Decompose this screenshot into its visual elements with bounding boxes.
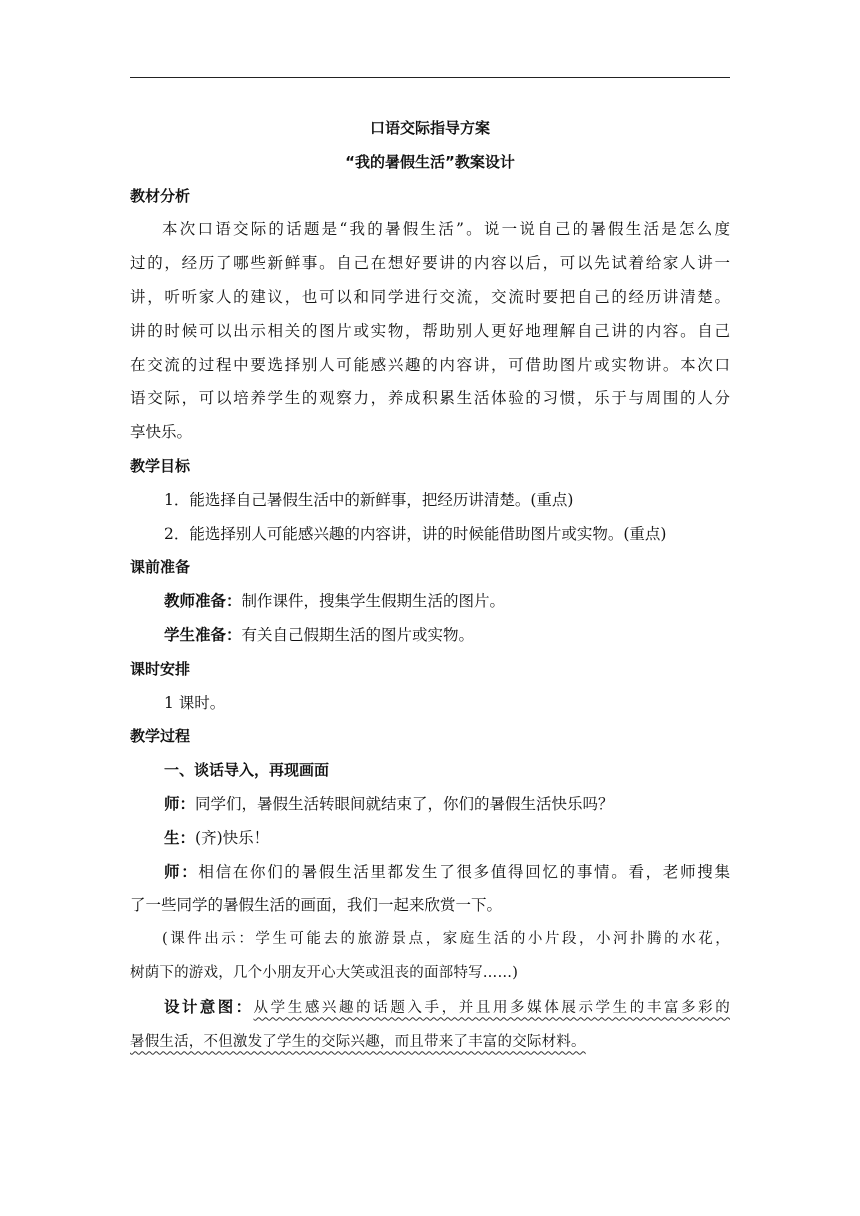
goal-item: 2．能选择别人可能感兴趣的内容讲，讲的时候能借助图片或实物。(重点)	[164, 524, 667, 543]
doc-subtitle: “我的暑假生活”教案设计	[345, 152, 515, 171]
process-step-heading: 一、谈话导入，再现画面	[164, 761, 330, 780]
courseware-note: (课件出示：学生可能去的旅游景点，家庭生活的小片段，小河扑腾的水花，	[162, 931, 730, 948]
dialogue-text: 相信在你们的暑假生活里都发生了很多值得回忆的事情。看，老师搜集	[198, 862, 730, 881]
dialogue-continuation: 了一些同学的暑假生活的画面，我们一起来欣赏一下。	[130, 896, 503, 915]
design-intent-label: 设计意图：	[164, 997, 254, 1016]
time-text: 1 课时。	[164, 693, 226, 712]
dialogue-teacher	[130, 856, 730, 890]
design-intent-text: 暑假生活，不但激发了学生的交际兴趣，而且带来了丰富的交际材料。	[130, 1033, 586, 1050]
dialogue-text: (齐)快乐！	[195, 828, 270, 847]
student-prep-label: 学生准备：	[164, 625, 242, 644]
speaker-label: 生：	[164, 828, 196, 847]
section-heading-goals: 教学目标	[130, 456, 191, 475]
analysis-line: 讲，听听家人的建议，也可以和同学进行交流，交流时要把自己的经历讲清楚。	[130, 287, 730, 306]
design-intent	[130, 991, 730, 1025]
section-heading-analysis: 教材分析	[130, 186, 191, 205]
analysis-line: 在交流的过程中要选择别人可能感兴趣的内容讲，可借助图片或实物讲。本次口	[130, 355, 730, 374]
speaker-label: 师：	[164, 862, 199, 881]
header-rule	[130, 77, 730, 78]
student-prep	[130, 619, 730, 653]
section-heading-process: 教学过程	[130, 727, 191, 746]
analysis-line: 本次口语交际的话题是“我的暑假生活”。说一说自己的暑假生活是怎么度	[162, 220, 730, 239]
analysis-line: 语交际，可以培养学生的观察力，养成积累生活体验的习惯，乐于与周围的人分	[130, 389, 730, 408]
doc-title: 口语交际指导方案	[369, 119, 490, 137]
design-intent-continuation	[130, 1025, 730, 1059]
student-prep-text: 有关自己假期生活的图片或实物。	[241, 625, 475, 644]
courseware-note: 树荫下的游戏，几个小朋友开心大笑或沮丧的面部特写……)	[130, 964, 519, 981]
dialogue-text: 同学们，暑假生活转眼间就结束了，你们的暑假生活快乐吗？	[195, 794, 614, 813]
analysis-line: 讲的时候可以出示相关的图片或实物，帮助别人更好地理解自己讲的内容。自己	[130, 321, 730, 340]
section-heading-prep: 课前准备	[130, 558, 191, 577]
document-body	[130, 112, 730, 1058]
analysis-line: 过的，经历了哪些新鲜事。自己在想好要讲的内容以后，可以先试着给家人讲一	[130, 254, 730, 273]
teacher-prep-text: 制作课件，搜集学生假期生活的图片。	[241, 592, 506, 611]
dialogue-student	[130, 822, 730, 856]
dialogue-teacher	[130, 788, 730, 822]
section-heading-time: 课时安排	[130, 659, 191, 678]
teacher-prep-label: 教师准备：	[164, 592, 242, 611]
speaker-label: 师：	[164, 794, 196, 813]
teacher-prep	[130, 585, 730, 619]
analysis-line: 享快乐。	[130, 423, 193, 442]
goal-item: 1．能选择自己暑假生活中的新鲜事，把经历讲清楚。(重点)	[164, 490, 574, 509]
design-intent-text: 从学生感兴趣的话题入手，并且用多媒体展示学生的丰富多彩的	[253, 999, 730, 1016]
